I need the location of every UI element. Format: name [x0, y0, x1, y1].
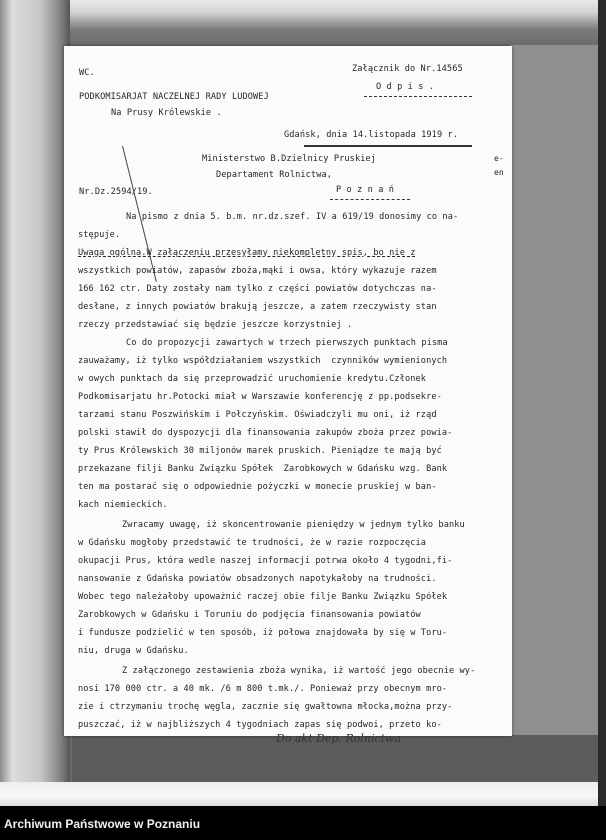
body-line: przekazane filji Banku Związku Spółek Zarobkowych w Gdańsku wzg. Bank [78, 464, 448, 474]
document-code: WC. [79, 68, 95, 78]
copy-underline [364, 96, 472, 97]
recipient-department: Departament Rolnictwa, [216, 170, 333, 180]
body-line: polski stawił do dyspozycji dla finansowania zakupów zboża przez powia- [78, 428, 453, 438]
attachment-reference: Załącznik do Nr.14565 [352, 64, 463, 74]
body-line: Wobec tego należałoby upoważnić raczej obie filje Banku Związku Spółek [78, 592, 448, 602]
body-line: Zarobkowych w Gdańsku i Toruniu do podjęcia finansowania powiatów [78, 610, 421, 620]
document-page [64, 46, 512, 745]
folder-bottom-edge [0, 782, 606, 806]
body-line: 166 162 ctr. Daty zostały nam tylko z części powiatów dotychczas na- [78, 284, 437, 294]
body-line: rzeczy przedstawiać się będzie jeszcze korzystniej . [78, 320, 353, 330]
city-underline [330, 199, 410, 200]
body-line: w Gdańsku mogłoby przedstawić te trudności, że w razie rozpoczęcia [78, 538, 427, 548]
body-line: Na pismo z dnia 5. b.m. nr.dz.szef. IV a 619/19 donosimy co na- [126, 212, 459, 222]
recipient-ministry: Ministerstwo B.Dzielnicy Pruskiej [202, 154, 377, 164]
body-line: i fundusze podzielić w ten sposób, iż połowa znajdowała by się w Toru- [78, 628, 448, 638]
body-line: Podkomisarjatu hr.Potocki miał w Warszawie konferencję z pp.podsekre- [78, 392, 442, 402]
body-line: Uwaga ogólna.W załączeniu przesyłamy niekompletny spis, bo nie z [78, 248, 416, 258]
backing-board [510, 45, 600, 785]
handwritten-annotation: Do akt Dep. Rolnictwa [276, 732, 402, 745]
body-line: kach niemieckich. [78, 500, 168, 510]
reference-number: Nr.Dz.2594/19. [79, 187, 153, 197]
body-line: desłane, z innych powiatów brakują jeszcze, a zatem rzeczywisty stan [78, 302, 437, 312]
copy-label: O d p i s . [376, 82, 435, 92]
archive-caption: Archiwum Państwowe w Poznaniu [4, 817, 201, 831]
body-line: ten ma postarać się o odpowiednie pożyczki w monecie pruskiej w ban- [78, 482, 437, 492]
body-line: Z załączonego zestawienia zboża wynika, iż wartość jego obecnie wy- [122, 666, 476, 676]
place-date: Gdańsk, dnia 14.listopada 1919 r. [284, 130, 459, 140]
recipient-city: P o z n a ń [336, 185, 395, 195]
body-line: Co do propozycji zawartych w trzech pierwszych punktach pisma [126, 338, 448, 348]
date-underline [304, 145, 472, 147]
body-line: niu, druga w Gdańsku. [78, 646, 189, 656]
body-line: zauważamy, iż tylko współdziałaniem wszystkich czynników wymienionych [78, 356, 448, 366]
issuing-region: Na Prusy Królewskie . [111, 108, 222, 118]
body-line: zie i ctrzymaniu trochę węgla, zacznie się gwałtowna młocka,można przy- [78, 702, 453, 712]
body-line: tarzami stanu Poszwińskim i Połczyńskim. Oświadczyli mu oni, iż rząd [78, 410, 437, 420]
body-line: stępuje. [78, 230, 121, 240]
body-line: okupacji Prus, która wedle naszej informacji potrwa około 4 tygodni,fi- [78, 556, 453, 566]
folder-left-edge [0, 0, 70, 806]
issuing-office: PODKOMISARJAT NACZELNEJ RADY LUDOWEJ [79, 92, 269, 102]
body-line: puszczać, iż w najbliższych 4 tygodniach zapas się podwoi, przeto ko- [78, 720, 442, 730]
body-line: wszystkich powiatów, zapasów zboża,mąki i owsa, który wykazuje razem [78, 266, 437, 276]
body-line: nansowanie z Gdańska powiatów obsadzonych napotykałoby na trudności. [78, 574, 437, 584]
body-line: Zwracamy uwagę, iż skoncentrowanie pieniędzy w jednym tylko banku [122, 520, 465, 530]
board-right-edge [598, 0, 606, 806]
body-line: ty Prus Królewskich 30 miljonów marek pruskich. Pieniądze te mają być [78, 446, 442, 456]
body-line: nosi 170 000 ctr. a 40 mk. /6 m 800 t.mk./. Ponieważ przy obecnym mro- [78, 684, 448, 694]
body-line: w owych punktach da się przeprowadzić uruchomienie kredytu.Członek [78, 374, 427, 384]
margin-mark: e- [494, 154, 504, 163]
margin-mark: en [494, 168, 504, 177]
